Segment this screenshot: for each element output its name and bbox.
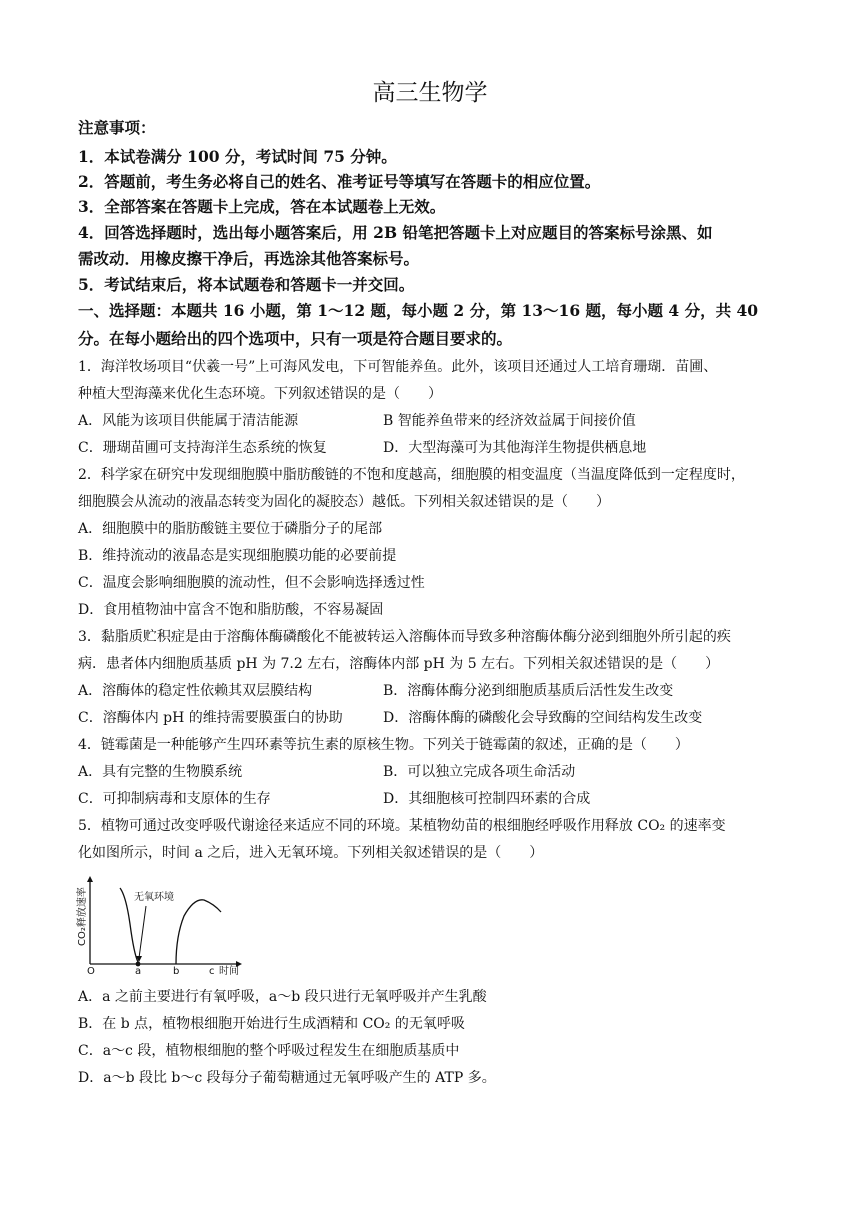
question-1-stem: 1．海洋牧场项目“伏羲一号”上可海风发电，下可智能养鱼。此外，该项目还通过人工培育珊瑚．苗圃、 xyxy=(78,359,718,375)
question-3-option-d: D．溶酶体酶的磷酸化会导致酶的空间结构发生改变 xyxy=(383,710,703,726)
question-3-option-b: B．溶酶体酶分泌到细胞质基质后活性发生改变 xyxy=(383,683,674,699)
question-4-option-b: B．可以独立完成各项生命活动 xyxy=(383,764,576,780)
question-1-option-c: C．珊瑚苗圃可支持海洋生态系统的恢复 xyxy=(78,440,327,456)
y-axis-arrow xyxy=(87,876,93,882)
question-2-option-d: D．食用植物油中富含不饱和脂肪酸，不容易凝固 xyxy=(78,602,384,618)
question-4-option-a: A．具有完整的生物膜系统 xyxy=(78,764,243,780)
section-heading: 一、选择题：本题共 16 小题，第 1～12 题，每小题 2 分，第 13～16 题，每小题 4 分，共 40 xyxy=(78,301,759,320)
question-1-stem-cont: 种植大型海藻来优化生态环境。下列叙述错误的是（ ） xyxy=(78,386,442,402)
question-4-option-d: D．其细胞核可控制四环素的合成 xyxy=(383,791,591,807)
note-item-1: 1．本试卷满分 100 分，考试时间 75 分钟。 xyxy=(78,147,397,166)
question-5-option-d: D．a～b 段比 b～c 段每分子葡萄糖通过无氧呼吸产生的 ATP 多。 xyxy=(78,1070,496,1086)
question-1-option-a: A．风能为该项目供能属于清洁能源 xyxy=(78,413,299,429)
note-item-4-cont: 需改动．用橡皮擦干净后，再选涂其他答案标号。 xyxy=(78,249,420,268)
notes-heading: 注意事项： xyxy=(78,118,156,137)
annotation-label: 无氧环境 xyxy=(134,892,174,903)
note-item-3: 3．全部答案在答题卡上完成，答在本试题卷上无效。 xyxy=(78,197,446,216)
tick-c-label: c xyxy=(209,966,215,977)
question-2-option-a: A．细胞膜中的脂肪酸链主要位于磷脂分子的尾部 xyxy=(78,521,383,537)
tick-b-label: b xyxy=(173,966,180,977)
question-3-option-c: C．溶酶体内 pH 的维持需要膜蛋白的协助 xyxy=(78,710,343,726)
question-3-option-a: A．溶酶体的稳定性依赖其双层膜结构 xyxy=(78,683,313,699)
question-1-option-b: B 智能养鱼带来的经济效益属于间接价值 xyxy=(383,413,636,429)
tick-a-label: a xyxy=(135,966,142,977)
question-3-stem-cont: 病．患者体内细胞质基质 pH 为 7.2 左右，溶酶体内部 pH 为 5 左右。下列相关叙述错误的是（ ） xyxy=(78,656,720,672)
question-5-option-c: C．a～c 段，植物根细胞的整个呼吸过程发生在细胞质基质中 xyxy=(78,1043,460,1059)
note-item-2: 2．答题前，考生务必将自己的姓名、准考证号等填写在答题卡的相应位置。 xyxy=(78,172,601,191)
co2-release-graph xyxy=(76,876,256,980)
section-heading-cont: 分。在每小题给出的四个选项中，只有一项是符合题目要求的。 xyxy=(78,329,513,348)
question-4-stem: 4．链霉菌是一种能够产生四环素等抗生素的原核生物。下列关于链霉菌的叙述，正确的是（ ） xyxy=(78,737,689,753)
page-title: 高三生物学 xyxy=(372,80,488,106)
curve-anaerobic xyxy=(176,900,221,964)
question-5-option-b: B．在 b 点，植物根细胞开始进行生成酒精和 CO₂ 的无氧呼吸 xyxy=(78,1016,465,1032)
question-5-option-a: A．a 之前主要进行有氧呼吸，a～b 段只进行无氧呼吸并产生乳酸 xyxy=(78,989,487,1005)
x-axis-label: 时间 xyxy=(219,966,239,977)
question-2-stem: 2．科学家在研究中发现细胞膜中脂肪酸链的不饱和度越高，细胞膜的相变温度（当温度降低到一定程度时， xyxy=(78,467,745,483)
question-2-stem-cont: 细胞膜会从流动的液晶态转变为固化的凝胶态）越低。下列相关叙述错误的是（ ） xyxy=(78,494,610,510)
annotation-arrow xyxy=(139,906,146,958)
question-3-stem: 3．黏脂质贮积症是由于溶酶体酶磷酸化不能被转运入溶酶体而导致多种溶酶体酶分泌到细胞外所引起的疾 xyxy=(78,629,731,645)
question-2-option-b: B．维持流动的液晶态是实现细胞膜功能的必要前提 xyxy=(78,548,397,564)
question-1-option-d: D．大型海藻可为其他海洋生物提供栖息地 xyxy=(383,440,647,456)
y-axis-label: CO₂释放速率 xyxy=(77,887,88,946)
question-5-stem-cont: 化如图所示，时间 a 之后，进入无氧环境。下列相关叙述错误的是（ ） xyxy=(78,845,544,861)
question-5-stem: 5．植物可通过改变呼吸代谢途径来适应不同的环境。某植物幼苗的根细胞经呼吸作用释放 CO₂ 的速率变 xyxy=(78,818,726,834)
note-item-5: 5．考试结束后，将本试题卷和答题卡一并交回。 xyxy=(78,275,415,294)
question-4-option-c: C．可抑制病毒和支原体的生存 xyxy=(78,791,271,807)
note-item-4: 4．回答选择题时，选出每小题答案后，用 2B 铅笔把答题卡上对应题目的答案标号涂黑、如 xyxy=(78,223,713,242)
origin-label: O xyxy=(87,966,95,977)
question-2-option-c: C．温度会影响细胞膜的流动性，但不会影响选择透过性 xyxy=(78,575,425,591)
